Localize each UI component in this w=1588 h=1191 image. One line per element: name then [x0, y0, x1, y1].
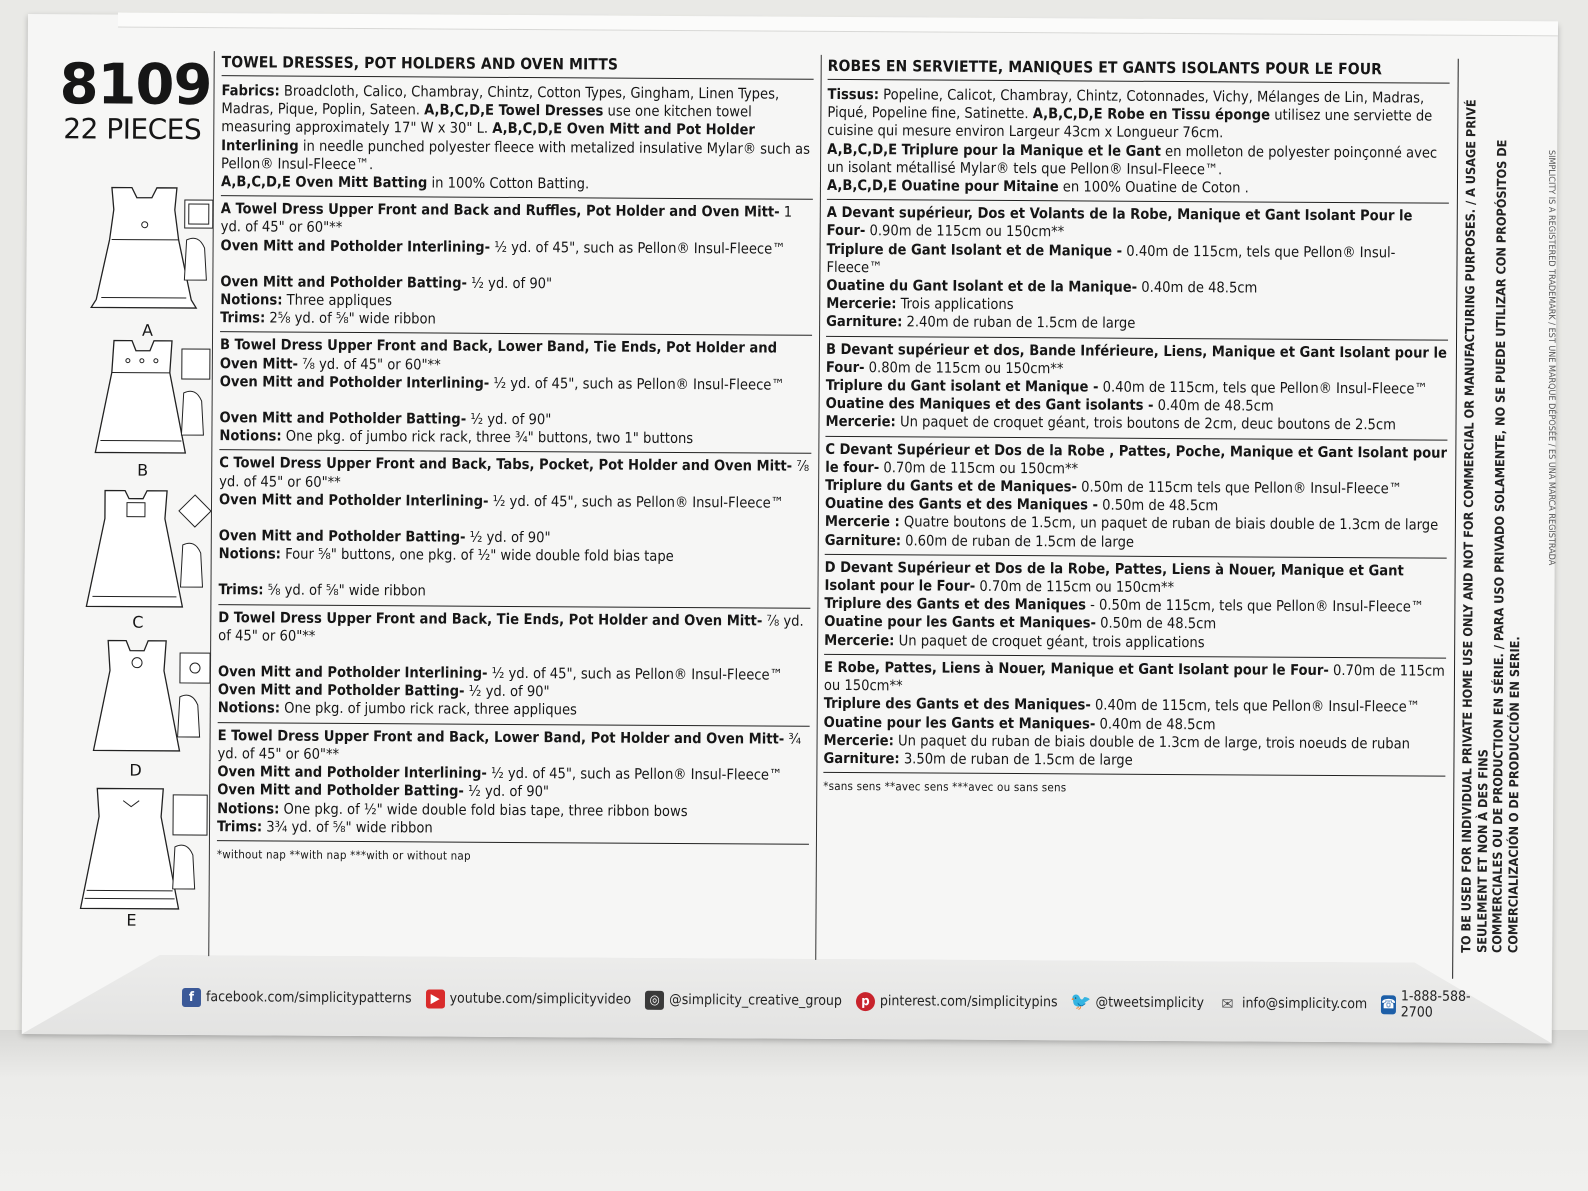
view-a-illustration	[56, 179, 217, 330]
french-view-b: B Devant supérieur et dos, Bande Inférieure, Liens, Manique et Gant Isolant pour le Four- 0.80m de 115cm ou 150cm** Triplure du Gant isolant et Manique - 0.40m de 115cm, tels que Pellon® Insul-Fleece™ Ouatine des Maniques et des Gant isolants - 0.40m de 48.5cm Mercerie: Un paquet de croquet géant, trois boutons de 2cm, deuc boutons de 2.5cm	[825, 337, 1448, 441]
instagram-icon: ◎	[645, 990, 664, 1009]
disclaimer-divider	[1452, 59, 1459, 979]
french-fabrics: Tissus: Popeline, Calicot, Chambray, Chintz, Cotonnades, Vichy, Mélanges de Lin, Madras, Piqué, Popeline fine, Satinette. A,B,C,D,E Robe en Tissu éponge utilisez une serviette de cuisine qui mesure environ Largeur 43cm x Longueur 76cm. A,B,C,D,E Triplure pour la Manique et le Gant en molleton de polyester poinçonné avec un isolant métallisé Mylar® tels que Pellon® Insul-Fleece™. A,B,C,D,E Ouatine pour Mitaine en 100% Ouatine de Coton .	[827, 86, 1450, 204]
english-view-b: B Towel Dress Upper Front and Back, Lower Band, Tie Ends, Pot Holder and Oven Mitt- ⅞ yd. of 45" or 60"** Oven Mitt and Potholder Interlining- ½ yd. of 45", such as Pellon® Insul-Fleece™ Oven Mitt and Potholder Batting- ½ yd. of 90" Notions: One pkg. of jumbo rick rack, three ¾" buttons, two 1" buttons	[219, 333, 812, 455]
french-view-e: E Robe, Pattes, Liens à Nouer, Manique et Gant Isolant pour le Four- 0.70m de 115cm ou 150cm** Triplure des Gants et des Maniques- 0.40m de 115cm, tels que Pellon® Insul-Fleece™ Ouatine pour les Gants et Maniques- 0.40m de 48.5cm Mercerie: Un paquet du ruban de biais double de 1.3cm de large, trois noeuds de ruban Garniture: 3.50m de ruban de 1.5cm de large	[823, 655, 1446, 777]
pattern-envelope-back	[22, 14, 1558, 1043]
email-link[interactable]: ✉ info@simplicity.com	[1218, 994, 1367, 1014]
facebook-link[interactable]: f facebook.com/simplicitypatterns	[182, 987, 412, 1007]
french-footnote: *sans sens **avec sens ***avec ou sans sens	[823, 778, 1067, 795]
view-b-label: B	[137, 460, 149, 480]
pinterest-icon: p	[856, 992, 875, 1011]
pieces-count: 22 PIECES	[63, 112, 202, 147]
view-a-label: A	[142, 320, 154, 340]
facebook-icon: f	[182, 987, 201, 1006]
view-c-label: C	[132, 612, 144, 632]
youtube-link[interactable]: ▶ youtube.com/simplicityvideo	[426, 989, 632, 1009]
instagram-link[interactable]: ◎ @simplicity_creative_group	[645, 990, 842, 1010]
english-view-a: A Towel Dress Upper Front and Back and Ruffles, Pot Holder and Oven Mitt- 1 yd. of 45" or 60"** Oven Mitt and Potholder Interlining- ½ yd. of 45", such as Pellon® Insul-Fleece™ Oven Mitt and Potholder Batting- ½ yd. of 90" Notions: Three appliques Trims: 2⅝ yd. of ⅝" wide ribbon	[220, 196, 813, 336]
background-surface	[0, 1030, 1588, 1191]
french-view-c: C Devant Supérieur et Dos de la Robe , Pattes, Poche, Manique et Gant Isolant pour le four- 0.70m de 115cm ou 150cm** Triplure du Gants et de Maniques- 0.50m de 115cm tels que Pellon® Insul-Fleece™ Ouatine des Gants et des Maniques - 0.50m de 48.5cm Mercerie : Quatre boutons de 1.5cm, un paquet de ruban de biais double de 1.3cm de large Garniture: 0.60m de ruban de 1.5cm de large	[825, 437, 1448, 559]
pattern-number: 8109	[59, 52, 212, 119]
english-view-c: C Towel Dress Upper Front and Back, Tabs, Pocket, Pot Holder and Oven Mitt- ⅞ yd. of 45" or 60"** Oven Mitt and Potholder Interlining- ½ yd. of 45", such as Pellon® Insul-Fleece™ Oven Mitt and Potholder Batting- ½ yd. of 90" Notions: Four ⅝" buttons, one pkg. of ½" wide double fold bias tape Trims: ⅝ yd. of ⅝" wide ribbon	[218, 451, 811, 609]
view-e-illustration	[52, 780, 213, 931]
french-title: ROBES EN SERVIETTE, MANIQUES ET GANTS ISOLANTS POUR LE FOUR	[828, 57, 1450, 84]
pinterest-link[interactable]: p pinterest.com/simplicitypins	[856, 992, 1058, 1012]
french-column	[823, 57, 1449, 799]
english-view-d: D Towel Dress Upper Front and Back, Tie Ends, Pot Holder and Oven Mitt- ⅞ yd. of 45" or 60"** Oven Mitt and Potholder Interlining- ½ yd. of 45", such as Pellon® Insul-Fleece™ Oven Mitt and Potholder Batting- ½ yd. of 90" Notions: One pkg. of jumbo rick rack, three appliques	[218, 605, 811, 727]
mail-icon: ✉	[1221, 993, 1234, 1013]
french-view-d: D Devant Supérieur et Dos de la Robe, Pattes, Liens à Nouer, Manique et Gant Isolant pour le Four- 0.70m de 115cm ou 150cm** Triplure des Gants et des Maniques - 0.50m de 115cm, tels que Pellon® Insul-Fleece™ Ouatine pour les Gants et Maniques- 0.50m de 48.5cm Mercerie: Un paquet de croquet géant, trois applications	[824, 555, 1447, 659]
english-column	[217, 53, 814, 867]
english-title: TOWEL DRESSES, POT HOLDERS AND OVEN MITTS	[222, 53, 814, 80]
envelope-top-edge	[118, 13, 1558, 37]
english-fabrics: Fabrics: Broadcloth, Calico, Chambray, Chintz, Cotton Types, Gingham, Linen Types, Madras, Pique, Poplin, Sateen. A,B,C,D,E Towel Dresses use one kitchen towel measuring approximately 17" W x 30" L. A,B,C,D,E Oven Mitt and Pot Holder Interlining in needle punched polyester fleece with metalized insulative Mylar® such as Pellon® Insul-Fleece™. A,B,C,D,E Oven Mitt Batting in 100% Cotton Batting.	[221, 82, 814, 200]
phone-link[interactable]: ☎ 1-888-588-2700	[1381, 988, 1471, 1021]
view-b-illustration	[55, 332, 216, 483]
twitter-icon: 🐦	[1070, 992, 1092, 1013]
twitter-link[interactable]: 🐦 @tweetsimplicity	[1070, 992, 1205, 1013]
usage-disclaimer: TO BE USED FOR INDIVIDUAL PRIVATE HOME USE ONLY AND NOT FOR COMMERCIAL OR MANUFACTURING PURPOSES. / A USAGE PRIVÉ SEULEMENT ET NON À DES FINS COMMERCIALES OU DE PRODUCTION EN SÉRIE. / PARA USO PRIVADO SOLAMENTE, NO SE PUEDE UTILIZAR CON PROPÓSITOS DE COMERCIALIZACIÓN O DE PRODUCCIÓN EN SERIE.	[1458, 99, 1522, 954]
phone-icon: ☎	[1381, 996, 1396, 1012]
french-view-a: A Devant supérieur, Dos et Volants de la Robe, Manique et Gant Isolant Pour le Four- 0.90m de 115cm ou 150cm** Triplure de Gant Isolant et de Manique - 0.40m de 115cm, tels que Pellon® Insul-Fleece™ Ouatine du Gant Isolant et de la Manique- 0.40m de 48.5cm Mercerie: Trois applications Garniture: 2.40m de ruban de 1.5cm de large	[826, 200, 1449, 340]
english-view-e: E Towel Dress Upper Front and Back, Lower Band, Pot Holder and Oven Mitt- ¾ yd. of 45" or 60"** Oven Mitt and Potholder Interlining- ½ yd. of 45", such as Pellon® Insul-Fleece™ Oven Mitt and Potholder Batting- ½ yd. of 90" Notions: One pkg. of ½" wide double fold bias tape, three ribbon bows Trims: 3¾ yd. of ⅝" wide ribbon	[217, 723, 810, 845]
trademark-edge-text: SIMPLICITY IS A REGISTERED TRADEMARK / EST UNE MARQUE DÉPOSÉE / ES UNA MARCA REGISTRADA	[1546, 150, 1556, 566]
view-d-label: D	[129, 760, 142, 780]
youtube-icon: ▶	[426, 989, 445, 1008]
view-e-label: E	[126, 910, 137, 930]
english-footnote: *without nap **with nap ***with or without nap	[216, 847, 471, 863]
column-divider-middle	[815, 55, 822, 960]
